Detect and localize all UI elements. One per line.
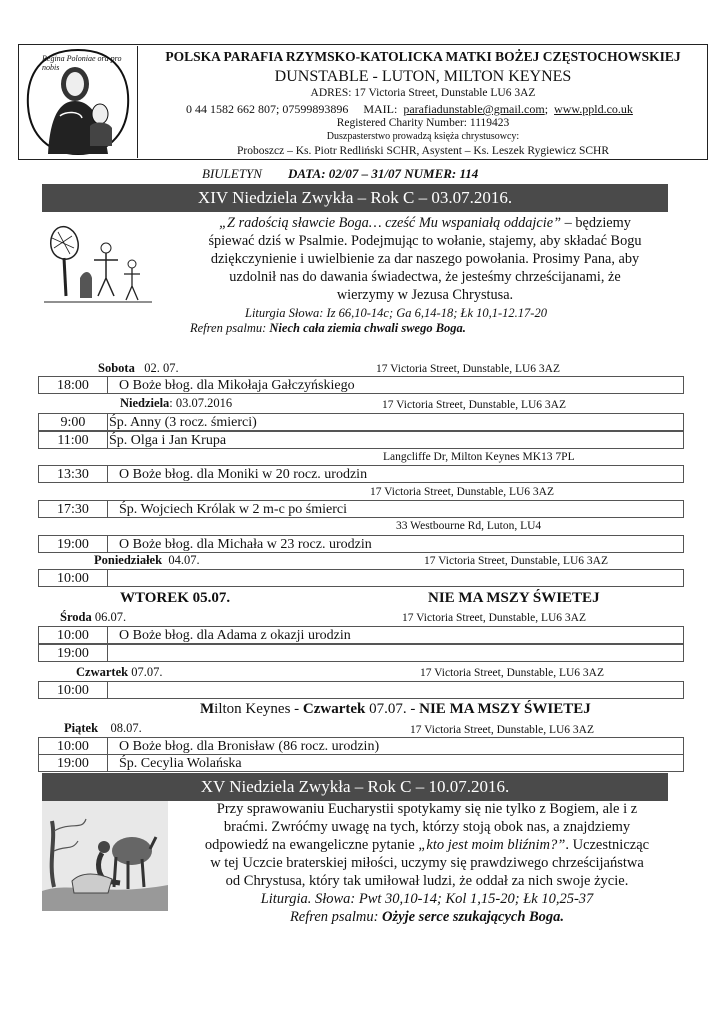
mass-row bbox=[38, 754, 684, 772]
parish-name: POLSKA PARAFIA RZYMSKO-KATOLICKA MATKI BOŻEJ CZĘSTOCHOWSKIEJ bbox=[165, 49, 681, 64]
day-date: 04.07. bbox=[168, 553, 200, 567]
mass-location: 17 Victoria Street, Dunstable, LU6 3AZ bbox=[402, 612, 587, 624]
liturgy-readings: Liturgia Słowa: Iz 66,10-14c; Ga 6,14-18; Łk 10,1-12.17-20 bbox=[245, 306, 547, 320]
mass-time: 13:30 bbox=[39, 466, 108, 482]
day-date: 07.07. - bbox=[365, 701, 420, 717]
mass-intention: Śp. Cecylia Wolańska bbox=[119, 756, 242, 771]
refrain-label: Refren psalmu: bbox=[289, 909, 379, 925]
reflection-line: od Chrystusa, który tak umiłował ludzi, że oddał za nich swoje życie. bbox=[225, 873, 629, 889]
day-heading-wednesday bbox=[60, 610, 126, 625]
phone-numbers: 0 44 1582 662 807; 07599893896 bbox=[186, 102, 349, 116]
reflection-line: w tej Uczcie braterskiej miłości, uczymy się prawdziwego chrześcijaństwa bbox=[210, 855, 644, 871]
gospel-question: „kto jest moim bliźnim?” bbox=[418, 837, 566, 853]
mail-label: MAIL: bbox=[363, 102, 398, 116]
mass-location: 17 Victoria Street, Dunstable, LU6 3AZ bbox=[376, 363, 561, 375]
day-name: Czwartek bbox=[302, 701, 366, 717]
mass-intention: Śp. Wojciech Królak w 2 m-c po śmierci bbox=[119, 502, 348, 517]
reflection-fragment: odpowiedź na ewangeliczne pytanie bbox=[204, 837, 419, 853]
day-name: Niedziela bbox=[120, 396, 170, 410]
mass-row bbox=[38, 376, 684, 394]
mass-row bbox=[38, 535, 684, 553]
mass-time: 9:00 bbox=[39, 414, 108, 430]
reflection-line bbox=[172, 836, 682, 854]
mass-intention: O Boże błog. dla Bronisław (86 rocz. urodzin) bbox=[119, 739, 380, 754]
day-heading-monday bbox=[94, 553, 200, 568]
mass-time: 19:00 bbox=[39, 536, 108, 552]
mass-row bbox=[38, 737, 684, 755]
psalm-quote: „Z radością sławcie Boga… cześć Mu wspaniałą oddajcie” bbox=[219, 215, 562, 231]
day-name: Piątek bbox=[64, 721, 99, 735]
mass-intention: O Boże błog. dla Moniki w 20 rocz. urodzin bbox=[119, 467, 368, 482]
no-mass-note: NIE MA MSZY ŚWIETEJ bbox=[428, 590, 600, 606]
sunday-title: XIV Niedziela Zwykła – Rok C – 03.07.2016. bbox=[197, 188, 513, 207]
mass-time: 17:30 bbox=[39, 501, 108, 517]
mass-location: 33 Westbourne Rd, Luton, LU4 bbox=[396, 520, 542, 532]
mass-time: 11:00 bbox=[39, 432, 108, 448]
ministry-note: Duszpasterstwo prowadzą księża chrystusowcy: bbox=[326, 131, 520, 142]
liturgy-readings: Liturgia. Słowa: Pwt 30,10-14; Kol 1,15-20; Łk 10,25-37 bbox=[260, 891, 594, 907]
mass-time: 10:00 bbox=[39, 627, 108, 643]
refrain-text: Niech cała ziemia chwali swego Boga. bbox=[269, 321, 466, 335]
no-mass-note: NIE MA MSZY ŚWIETEJ bbox=[419, 701, 591, 717]
mass-location: 17 Victoria Street, Dunstable, LU6 3AZ bbox=[410, 724, 595, 736]
bulletin-line bbox=[202, 166, 478, 182]
reflection-line: uzdolnił nas do dawania świadectwa, że jesteśmy chrześcijanami, że bbox=[229, 269, 621, 285]
day-date: 02. 07. bbox=[144, 361, 179, 375]
mass-row bbox=[38, 681, 684, 699]
mk-initial: M bbox=[200, 701, 215, 717]
mass-row bbox=[38, 465, 684, 483]
reflection-line: Przy sprawowaniu Eucharystii spotykamy się nie tylko z Bogiem, ale i z bbox=[216, 801, 638, 817]
gospel-illustration bbox=[44, 218, 152, 306]
sunday-title-bar bbox=[42, 184, 668, 212]
mass-location: 17 Victoria Street, Dunstable, LU6 3AZ bbox=[424, 555, 609, 567]
mass-row bbox=[38, 569, 684, 587]
reflection-line: śpiewać dziś w Psalmie. Podejmując to wołanie, stajemy, aby składać Bogu bbox=[208, 233, 642, 249]
day-heading-saturday bbox=[98, 361, 179, 376]
madonna-icon bbox=[20, 46, 138, 158]
mass-row bbox=[38, 413, 684, 431]
mass-location: 17 Victoria Street, Dunstable, LU6 3AZ bbox=[382, 399, 567, 411]
reflection-line: – będziemy bbox=[561, 215, 631, 231]
parish-locations: DUNSTABLE - LUTON, MILTON KEYNES bbox=[274, 68, 572, 85]
mass-row bbox=[38, 644, 684, 662]
mass-intention: Śp. Olga i Jan Krupa bbox=[109, 433, 227, 448]
day-date: 08.07. bbox=[110, 721, 142, 735]
day-heading-friday bbox=[64, 721, 142, 736]
mass-time: 10:00 bbox=[39, 738, 108, 754]
day-name: Środa bbox=[60, 610, 92, 624]
day-heading-sunday bbox=[120, 396, 232, 411]
day-heading-thursday bbox=[76, 665, 162, 680]
mass-time: 19:00 bbox=[39, 645, 108, 661]
sunday-title-bar bbox=[42, 773, 668, 801]
bulletin-info: DATA: 02/07 – 31/07 NUMER: 114 bbox=[287, 166, 479, 181]
day-date: : 03.07.2016 bbox=[169, 396, 233, 410]
psalm-refrain bbox=[190, 321, 466, 336]
mass-time: 10:00 bbox=[39, 682, 108, 698]
charity-number: Registered Charity Number: 1119423 bbox=[336, 117, 510, 129]
sunday-title: XV Niedziela Zwykła – Rok C – 10.07.2016. bbox=[200, 777, 510, 796]
reflection-line: wierzymy w Jezusa Chrystusa. bbox=[336, 287, 514, 303]
mass-time: 10:00 bbox=[39, 570, 108, 586]
clergy-names: Proboszcz – Ks. Piotr Redliński SCHR, Asystent – Ks. Leszek Rygiewicz SCHR bbox=[236, 145, 609, 157]
mass-time: 19:00 bbox=[39, 755, 108, 771]
sunday-reflection bbox=[170, 214, 680, 304]
parish-address: ADRES: 17 Victoria Street, Dunstable LU6 3AZ bbox=[310, 87, 536, 99]
mass-time: 18:00 bbox=[39, 377, 108, 393]
day-date: 07.07. bbox=[131, 665, 163, 679]
day-name: Sobota bbox=[98, 361, 135, 375]
mass-intention: O Boże błog. dla Adama z okazji urodzin bbox=[119, 628, 351, 643]
mass-row bbox=[38, 500, 684, 518]
psalm-refrain bbox=[172, 908, 682, 926]
reflection-line: dziękczynienie i uwielbienie za dar naszego powołania. Prosimy Pana, aby bbox=[210, 251, 640, 267]
mass-intention: Śp. Anny (3 rocz. śmierci) bbox=[109, 415, 257, 430]
mass-location: 17 Victoria Street, Dunstable, LU6 3AZ bbox=[420, 667, 605, 679]
reflection-line: braćmi. Zwróćmy uwagę na tych, którzy stoją obok nas, a znajdziemy bbox=[223, 819, 631, 835]
milton-keynes-thursday bbox=[200, 701, 591, 718]
mass-row bbox=[38, 626, 684, 644]
day-name: Poniedziałek bbox=[94, 553, 163, 567]
refrain-label: Refren psalmu: bbox=[190, 321, 267, 335]
sunday2-reflection bbox=[172, 800, 682, 926]
contact-line: 0 44 1582 662 807; 07599893896 MAIL: parafiadunstable@gmail.com; www.ppld.co.uk bbox=[186, 102, 633, 116]
tuesday-heading: WTOREK 05.07. bbox=[120, 590, 231, 606]
mass-intention: O Boże błog. dla Michała w 23 rocz. urodzin bbox=[119, 537, 372, 552]
mass-location: Langcliffe Dr, Milton Keynes MK13 7PL bbox=[383, 451, 575, 463]
samaritan-illustration bbox=[42, 801, 168, 911]
mass-location: 17 Victoria Street, Dunstable, LU6 3AZ bbox=[370, 486, 555, 498]
reflection-fragment: . Uczestnicząc bbox=[565, 837, 650, 853]
day-name: Czwartek bbox=[76, 665, 129, 679]
mass-intention: O Boże błog. dla Mikołaja Gałczyńskiego bbox=[119, 378, 355, 393]
website-link[interactable]: www.ppld.co.uk bbox=[554, 102, 633, 116]
icon-caption: Regina Poloniae ora pro nobis bbox=[42, 54, 122, 72]
refrain-text: Ożyje serce szukających Boga. bbox=[382, 909, 565, 925]
mk-location: ilton Keynes - bbox=[214, 701, 303, 717]
bulletin-label: BIULETYN bbox=[202, 166, 262, 181]
day-date: 06.07. bbox=[94, 610, 127, 624]
email-link[interactable]: parafiadunstable@gmail.com bbox=[403, 102, 545, 116]
mass-row bbox=[38, 431, 684, 449]
